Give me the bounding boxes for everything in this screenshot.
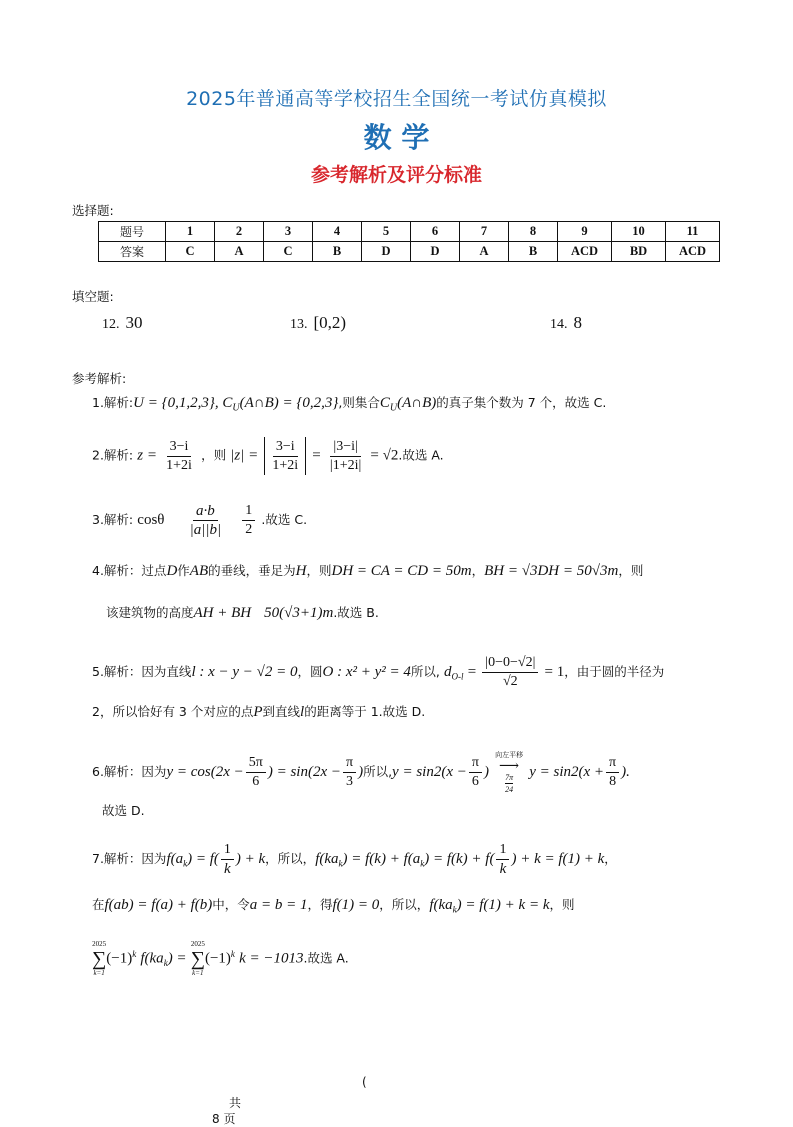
math-expr: BH = √3DH = 50√3m	[484, 563, 619, 579]
solution-4-line-1	[92, 561, 643, 582]
question-number: 4	[313, 222, 362, 242]
fraction	[163, 438, 195, 475]
fill-item-14	[550, 313, 582, 333]
solution-text: ，得	[307, 897, 333, 912]
math-expr: D	[166, 563, 178, 579]
denominator: 6	[471, 774, 479, 789]
footer-pages: 8 页	[212, 1112, 236, 1126]
solution-text: ，圆	[297, 664, 323, 679]
solution-text: 中，令	[212, 897, 250, 912]
solution-text: 的垂线，垂足为	[208, 563, 296, 578]
numerator: π	[606, 754, 619, 773]
numerator: a·b	[193, 502, 218, 521]
solution-7-line-3	[92, 940, 349, 978]
footer-total: 共	[229, 1096, 242, 1110]
solution-text: ，则	[306, 563, 332, 578]
math-expr: ).	[621, 764, 630, 780]
math-expr: C	[379, 395, 390, 411]
solution-text: .故选 A.	[303, 950, 349, 966]
right-arrow-icon: ⟶	[499, 758, 520, 774]
solution-text: .故选 C.	[261, 512, 308, 527]
math-expr: y = sin2(x +	[529, 764, 605, 780]
solution-text: ，	[471, 563, 485, 578]
math-expr: ) = f(1) + k = k	[456, 897, 550, 913]
solution-lead: 2.解析:	[92, 447, 134, 463]
math-expr: f(a	[166, 851, 184, 867]
fill-number: 13.	[290, 317, 308, 332]
answer-cell: A	[215, 242, 264, 262]
math-expr: AB	[189, 563, 209, 579]
sum-lower-limit: k=1	[192, 969, 204, 977]
fraction	[242, 502, 255, 539]
answer-cell: C	[166, 242, 215, 262]
solution-4-line-2	[106, 603, 379, 624]
math-expr: =	[467, 664, 477, 680]
fill-number: 12.	[102, 317, 120, 332]
math-expr: = √2	[370, 447, 399, 464]
fill-value: 30	[125, 313, 143, 332]
question-number: 1	[166, 222, 215, 242]
math-expr: )	[483, 764, 489, 780]
denominator: 8	[609, 774, 617, 789]
denominator: 6	[252, 774, 260, 789]
fraction	[269, 438, 301, 475]
answer-cell: C	[264, 242, 313, 262]
fill-section-label: 填空题:	[72, 289, 114, 304]
math-expr: ) + k = f(1) + k	[511, 851, 605, 867]
summation	[92, 940, 106, 978]
solution-text: 故选 D.	[102, 803, 145, 818]
answer-table	[98, 221, 720, 262]
footer-paren: (	[362, 1075, 367, 1089]
math-expr: ) = f(k) + f(	[424, 851, 495, 867]
question-number: 7	[460, 222, 509, 242]
solution-text: 该建筑物的高度	[106, 605, 194, 620]
fraction	[327, 438, 364, 475]
math-expr: (−1)	[204, 950, 231, 967]
math-expr: (A∩B) = {0,2,3}	[239, 395, 339, 411]
fraction	[343, 754, 356, 791]
solution-text: 所以,	[410, 664, 440, 679]
answer-cell: ACD	[558, 242, 612, 262]
answer-cell: D	[362, 242, 411, 262]
math-subscript: k	[420, 858, 425, 869]
solution-text: ，则	[618, 563, 644, 578]
analysis-section-label: 参考解析:	[72, 371, 127, 386]
fill-item-12	[102, 313, 143, 333]
question-number: 5	[362, 222, 411, 242]
sigma-icon: ∑	[190, 948, 205, 970]
shift-arrow	[495, 750, 523, 795]
math-expr: P	[253, 704, 263, 720]
fraction	[606, 754, 619, 791]
denominator: 3	[346, 774, 354, 789]
math-subscript: O-l	[451, 671, 464, 682]
math-superscript: k	[132, 949, 137, 960]
math-expr: l : x − y − √2 = 0	[191, 664, 298, 680]
math-expr: k = −1013	[239, 950, 304, 967]
solution-text: ，所以，	[265, 851, 316, 866]
answer-cell: D	[411, 242, 460, 262]
solution-text: ，	[604, 851, 617, 866]
solution-lead: 7.解析：因为	[92, 851, 167, 866]
fraction	[482, 654, 538, 691]
fraction	[469, 754, 482, 791]
answer-row	[99, 242, 720, 262]
math-subscript: U	[232, 402, 240, 414]
denominator: 24	[505, 785, 514, 794]
numerator: 1	[496, 841, 509, 860]
fraction	[496, 841, 509, 878]
solution-text: 2，所以恰好有 3 个对应的点	[92, 704, 254, 719]
solution-text: ，由于圆的半径为	[564, 664, 665, 679]
choice-section-label: 选择题:	[72, 203, 114, 218]
math-expr: = 1	[544, 664, 565, 680]
solution-5-line-1	[92, 654, 664, 691]
question-number-row	[99, 222, 720, 242]
exam-title: 2025年普通高等学校招生全国统一考试仿真模拟	[186, 88, 607, 110]
row-header-question: 题号	[99, 222, 166, 242]
abs-bar-left	[264, 437, 265, 475]
solution-5-line-2	[92, 702, 425, 723]
solution-text: .故选 A.	[398, 447, 444, 463]
denominator: k	[224, 861, 231, 877]
numerator: 7π	[505, 773, 514, 782]
fill-value: 8	[573, 313, 582, 332]
math-expr: cosθ	[137, 512, 165, 528]
solution-text: 到直线	[262, 704, 301, 719]
numerator: |3−i|	[330, 438, 360, 457]
math-expr: f(ab) = f(a) + f(b)	[104, 897, 213, 913]
question-number: 10	[612, 222, 666, 242]
solution-7-line-2	[92, 895, 575, 920]
math-expr: ) =	[167, 950, 187, 967]
numerator: 3−i	[167, 438, 192, 457]
math-expr: ) = f(	[187, 851, 219, 867]
summation	[191, 940, 205, 978]
fill-value: [0,2)	[313, 313, 347, 332]
solution-7-line-1	[92, 841, 617, 878]
solution-text: 的距离等于 1.故选 D.	[304, 704, 426, 719]
math-expr: f(ka	[315, 851, 339, 867]
solution-text: ，所以，	[379, 897, 430, 912]
denominator: |1+2i|	[329, 457, 362, 473]
math-expr: DH = CA = CD = 50m	[331, 563, 472, 579]
math-subscript: U	[389, 402, 398, 414]
fraction	[246, 754, 266, 791]
math-expr: O : x² + y² = 4	[322, 664, 411, 680]
question-number: 8	[509, 222, 558, 242]
question-number: 2	[215, 222, 264, 242]
math-expr: f(1) = 0	[332, 897, 380, 913]
numerator: π	[343, 754, 356, 773]
fraction	[187, 502, 225, 539]
row-header-answer: 答案	[99, 242, 166, 262]
sigma-icon: ∑	[92, 948, 107, 970]
math-expr: H	[295, 563, 307, 579]
question-number: 11	[666, 222, 720, 242]
math-expr: (−1)	[106, 950, 133, 967]
solution-2	[92, 437, 444, 475]
math-subscript: k	[338, 858, 343, 869]
answer-cell: BD	[612, 242, 666, 262]
numerator: π	[469, 754, 482, 773]
solution-text: ,则集合	[338, 395, 380, 410]
denominator: 2	[245, 522, 253, 537]
solution-3	[92, 502, 307, 539]
math-superscript: k	[230, 949, 235, 960]
solution-1	[92, 393, 606, 419]
abs-bar-right	[305, 437, 306, 475]
math-expr: y = cos(2x −	[166, 764, 244, 780]
numerator: |0−0−√2|	[482, 654, 538, 673]
math-expr: 50(√3+1)m	[264, 605, 334, 621]
answer-cell: ACD	[666, 242, 720, 262]
math-expr: l	[300, 704, 305, 720]
denominator: 1+2i	[272, 457, 299, 473]
solution-text: 所以,	[363, 764, 393, 779]
denominator: k	[499, 861, 507, 877]
math-subscript: k	[163, 958, 168, 969]
denominator: √2	[503, 674, 518, 689]
math-expr: |z| =	[230, 447, 259, 464]
question-number: 3	[264, 222, 313, 242]
math-expr: AH + BH	[193, 605, 252, 621]
math-expr: d	[444, 664, 452, 680]
numerator: 3−i	[273, 438, 298, 457]
math-expr: ) = f(k) + f(a	[342, 851, 421, 867]
question-number: 6	[411, 222, 460, 242]
answer-key-subtitle: 参考解析及评分标准	[310, 164, 482, 186]
solution-text: 作	[177, 563, 190, 578]
denominator: |a||b|	[189, 522, 222, 538]
solution-text: 的真子集个数为 7 个，故选 C.	[436, 395, 607, 410]
subject-title: 数 学	[363, 121, 430, 154]
solution-text: ，则	[549, 897, 575, 912]
solution-text: .故选 B.	[333, 605, 379, 620]
solution-lead: 6.解析：因为	[92, 764, 167, 779]
numerator: 1	[221, 841, 234, 860]
solution-text: ，则	[201, 447, 227, 463]
sum-upper-limit: 2025	[92, 940, 107, 948]
denominator: 1+2i	[166, 457, 192, 473]
numerator: 5π	[246, 754, 266, 773]
math-expr: f(ka	[429, 897, 453, 913]
solution-6-line-1	[92, 750, 630, 795]
math-expr: z =	[137, 447, 157, 464]
math-expr: =	[312, 447, 321, 464]
math-subscript: k	[452, 904, 457, 915]
math-expr: ) + k	[235, 851, 266, 867]
math-subscript: k	[183, 858, 188, 869]
math-expr: ) = sin(2x −	[267, 764, 341, 780]
answer-cell: A	[460, 242, 509, 262]
math-expr: )	[358, 764, 364, 780]
numerator: 1	[242, 502, 255, 521]
sum-upper-limit: 2025	[190, 940, 205, 948]
fill-item-13	[290, 313, 346, 333]
solution-6-line-2	[102, 801, 145, 822]
fill-number: 14.	[550, 317, 568, 332]
solution-lead: 4.解析：过点	[92, 563, 167, 578]
solution-lead: 5.解析：因为直线	[92, 664, 192, 679]
solution-lead: 3.解析:	[92, 512, 134, 527]
math-expr: (A∩B)	[397, 395, 437, 411]
math-expr: y = sin2(x −	[392, 764, 467, 780]
math-expr: a = b = 1	[249, 897, 308, 913]
arrow-label: 向左平移	[495, 751, 524, 759]
fraction	[221, 841, 234, 878]
question-number: 9	[558, 222, 612, 242]
solution-text: 在	[92, 897, 105, 912]
sum-lower-limit: k=1	[93, 969, 105, 977]
answer-cell: B	[313, 242, 362, 262]
math-expr: U = {0,1,2,3}, C	[133, 395, 233, 411]
answer-cell: B	[509, 242, 558, 262]
solution-lead: 1.解析:	[92, 395, 134, 410]
math-expr: f(ka	[140, 950, 164, 967]
